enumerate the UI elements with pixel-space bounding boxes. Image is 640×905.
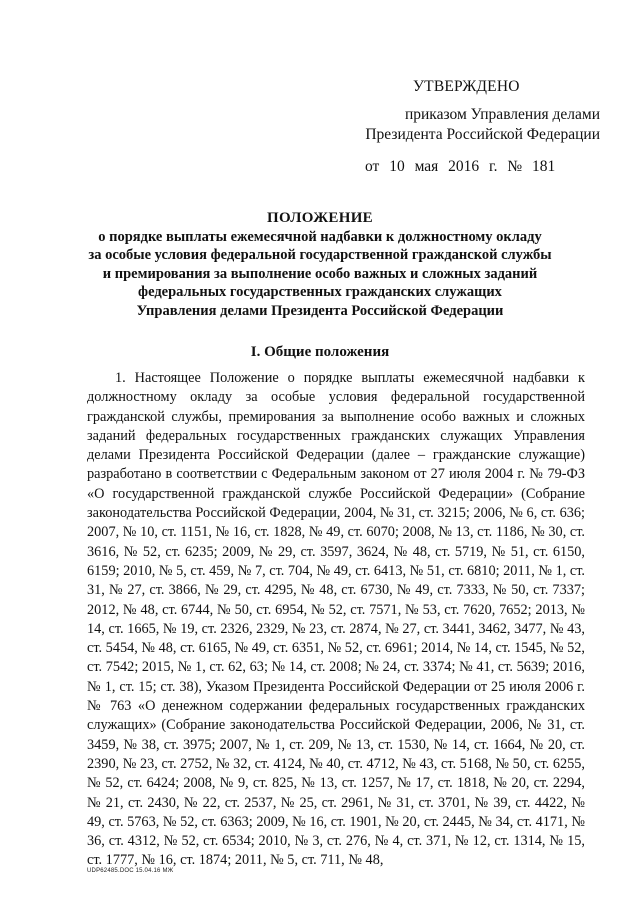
title-line: Управления делами Президента Российской Федерации [136,302,504,319]
section-heading: I. Общие положения [250,344,390,360]
document-title: ПОЛОЖЕНИЕ [267,210,373,226]
title-line: за особые условия федеральной государственной гражданской службы [88,247,552,263]
document-title-block [40,209,600,320]
body-paragraph: 1. Настоящее Положение о порядке выплаты ежемесячной надбавки к должностному окладу за особые условия федеральной государственной гражданской службы, премирования за выполнение особо важных и сложных заданий федеральных государственных гражданских служащих Управления делами Президента Российской Федерации (далее – гражданские служащие) разработано в соответствии с Федеральным законом от 27 июля 2004 г. № 79-ФЗ «О государственной гражданской службе Российской Федерации» (Собрание законодательства Российской Федерации, 2004, № 31, ст. 3215; 2006, № 6, ст. 636; 2007, № 10, ст. 1151, № 16, ст. 1828, № 49, ст. 6070; 2008, № 13, ст. 1186, № 30, ст. 3616, № 52, ст. 6235; 2009, № 29, ст. 3597, 3624, № 48, ст. 5719, № 51, ст. 6150, 6159; 2010, № 5, ст. 459, № 7, ст. 704, № 49, ст. 6413, № 51, ст. 6810; 2011, № 1, ст. 31, № 27, ст. 3866, № 29, ст. 4295, № 48, ст. 6730, № 49, ст. 7333, № 50, ст. 7337; 2012, № 48, ст. 6744, № 50, ст. 6954, № 52, ст. 7571, № 53, ст. 7620, 7652; 2013, № 14, ст. 1665, № 19, ст. 2326, 2329, № 23, ст. 2874, № 27, ст. 3441, 3462, 3477, № 43, ст. 5454, № 48, ст. 6165, № 49, ст. 6351, № 52, ст. 6961; 2014, № 14, ст. 1545, № 52, ст. 7542; 2015, № 1, ст. 62, 63; № 14, ст. 2008; № 24, ст. 3374; № 41, ст. 5639; 2016, № 1, ст. 15; ст. 38), Указом Президента Российской Федерации от 25 июля 2006 г. № 763 «О денежном содержании федеральных государственных гражданских служащих» (Собрание законодательства Российской Федерации, 2006, № 31, ст. 3459, № 38, ст. 3975; 2007, № 1, ст. 209, № 13, ст. 1530, № 14, ст. 1664, № 20, ст. 2390, № 23, ст. 2752, № 32, ст. 4124, № 40, ст. 4712, № 43, ст. 5168, № 50, ст. 6255, № 52, ст. 6424; 2008, № 9, ст. 825, № 13, ст. 1257, № 17, ст. 1818, № 20, ст. 2294, № 21, ст. 2430, № 22, ст. 2537, № 25, ст. 2961, № 31, ст. 3701, № 39, ст. 4422, № 49, ст. 5763, № 52, ст. 6363; 2009, № 16, ст. 1901, № 20, ст. 2445, № 34, ст. 4171, № 36, ст. 4312, № 52, ст. 6534; 2010, № 3, ст. 276, № 4, ст. 371, № 12, ст. 1314, № 15, ст. 1777, № 16, ст. 1874; 2011, № 5, ст. 711, № 48, [87,370,585,869]
approval-block [0,0,640,200]
footer-file-code: UDP62485.DOC 15.04.16 МЖ [87,868,174,874]
title-line: о порядке выплаты ежемесячной надбавки к должностному окладу [98,228,542,245]
order-issuer-line: Президента Российской Федерации [365,126,600,143]
title-line: федеральных государственных гражданских служащих [138,284,502,300]
approved-label: УТВЕРЖДЕНО [413,78,520,95]
order-date-number: от 10 мая 2016 г. № 181 [365,158,556,175]
order-line: приказом Управления делами [404,106,600,123]
title-line: и премирования за выполнение особо важных и сложных заданий [102,265,538,282]
